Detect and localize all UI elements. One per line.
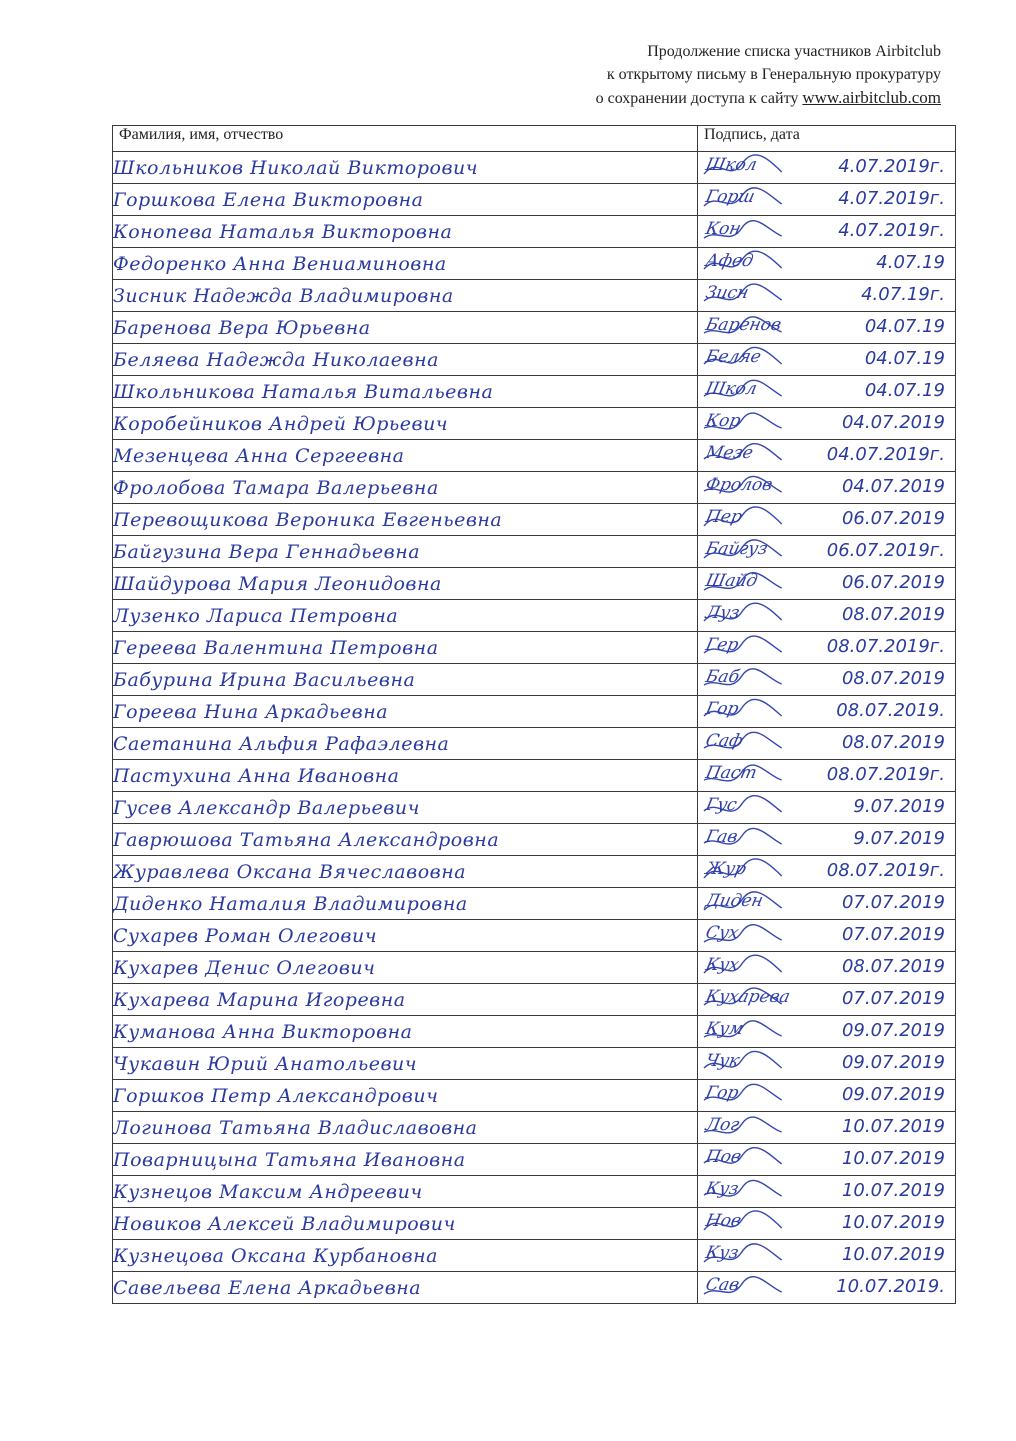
signature-date: 4.07.19г. (861, 284, 945, 305)
signature-date-cell (698, 1240, 956, 1272)
signature-text: Школ (703, 155, 759, 175)
document-header (596, 40, 941, 110)
signature-text: Школ (703, 379, 759, 399)
column-header-signature: Подпись, дата (698, 126, 956, 152)
participant-name: Гаврюшова Татьяна Александровна (113, 824, 698, 856)
signature-date: 06.07.2019 (841, 508, 945, 529)
table-row (113, 312, 956, 344)
participant-name: Беляева Надежда Николаевна (113, 344, 698, 376)
signature-date: 08.07.2019 (841, 668, 945, 689)
signature-date: 07.07.2019 (841, 924, 945, 945)
signature-text: Мезе (703, 443, 755, 463)
table-row (113, 248, 956, 280)
signature-text: Фролов (703, 475, 775, 495)
participant-name: Савельева Елена Аркадьевна (113, 1272, 698, 1304)
table-row (113, 376, 956, 408)
signature-date: 04.07.19 (864, 316, 945, 337)
signature-date: 09.07.2019 (841, 1020, 945, 1041)
table-row (113, 472, 956, 504)
signature-date: 04.07.2019 (841, 476, 945, 497)
signature-date: 08.07.2019г. (826, 636, 945, 657)
header-line-3 (596, 86, 941, 110)
signature-text: Кор (703, 411, 743, 431)
signature-date-cell (698, 1272, 956, 1304)
signature-date: 10.07.2019 (841, 1244, 945, 1265)
table-row (113, 920, 956, 952)
table-body (113, 152, 956, 1304)
signature-text: Кух (703, 955, 741, 975)
participant-name: Кузнецова Оксана Курбановна (113, 1240, 698, 1272)
participant-name: Гереева Валентина Петровна (113, 632, 698, 664)
signature-date: 07.07.2019 (841, 988, 945, 1009)
table-row (113, 1144, 956, 1176)
table-row (113, 664, 956, 696)
signature-date-cell (698, 184, 956, 216)
participant-name: Кухарев Денис Олегович (113, 952, 698, 984)
participant-name: Мезенцева Анна Сергеевна (113, 440, 698, 472)
participant-name: Кузнецов Максим Андреевич (113, 1176, 698, 1208)
participant-name: Конопева Наталья Викторовна (113, 216, 698, 248)
participant-name: Лузенко Лариса Петровна (113, 600, 698, 632)
signature-text: Сав (703, 1275, 742, 1295)
participant-name: Саетанина Альфия Рафаэлевна (113, 728, 698, 760)
signature-date: 08.07.2019 (841, 604, 945, 625)
participant-name: Новиков Алексей Владимирович (113, 1208, 698, 1240)
signature-date-cell (698, 984, 956, 1016)
header-line-2: к открытому письму в Генеральную прокуратуру (606, 66, 941, 83)
signature-text: Афед (703, 251, 756, 271)
signature-date-cell (698, 856, 956, 888)
signature-date: 08.07.2019. (836, 700, 945, 721)
participant-name: Журавлева Оксана Вячеславовна (113, 856, 698, 888)
signature-date: 10.07.2019. (836, 1276, 945, 1297)
signature-date: 10.07.2019 (841, 1116, 945, 1137)
participant-name: Школьникова Наталья Витальевна (113, 376, 698, 408)
table-row (113, 408, 956, 440)
signature-date-cell (698, 600, 956, 632)
signature-date-cell (698, 824, 956, 856)
participant-name: Перевощикова Вероника Евгеньевна (113, 504, 698, 536)
participant-name: Коробейников Андрей Юрьевич (113, 408, 698, 440)
table-header-row (113, 126, 956, 152)
signature-text: Баб (703, 667, 742, 687)
signature-date-cell (698, 1080, 956, 1112)
participants-table (112, 125, 956, 1304)
signature-text: Пов (703, 1147, 744, 1167)
signature-date-cell (698, 664, 956, 696)
signature-text: Нов (703, 1211, 744, 1231)
signature-text: Куз (703, 1179, 741, 1199)
header-line-1: Продолжение списка участников Airbitclub (647, 43, 941, 60)
column-header-name: Фамилия, имя, отчество (113, 126, 698, 152)
participant-name: Кухарева Марина Игоревна (113, 984, 698, 1016)
participant-name: Шайдурова Мария Леонидовна (113, 568, 698, 600)
signature-text: Сух (703, 923, 741, 943)
table-row (113, 984, 956, 1016)
table-row (113, 1016, 956, 1048)
header-line-3-prefix: о сохранении доступа к сайту (595, 90, 799, 107)
signature-date-cell (698, 216, 956, 248)
signature-date: 4.07.19 (876, 252, 945, 273)
signature-date: 04.07.19 (864, 348, 945, 369)
signature-text: Куз (703, 1243, 741, 1263)
table-row (113, 1208, 956, 1240)
signature-date-cell (698, 1208, 956, 1240)
participant-name: Бабурина Ирина Васильевна (113, 664, 698, 696)
table-row (113, 824, 956, 856)
signature-text: Гор (703, 1083, 741, 1103)
table-row (113, 1112, 956, 1144)
signature-text: Пер (703, 507, 744, 527)
signature-date-cell (698, 280, 956, 312)
table-row (113, 344, 956, 376)
signature-date-cell (698, 888, 956, 920)
participant-name: Гусев Александр Валерьевич (113, 792, 698, 824)
signature-text: Горш (703, 187, 757, 207)
signature-date: 09.07.2019 (841, 1052, 945, 1073)
signature-date-cell (698, 152, 956, 184)
table-row (113, 632, 956, 664)
table-row (113, 184, 956, 216)
signature-date: 4.07.2019г. (838, 156, 945, 177)
signature-date-cell (698, 1048, 956, 1080)
signature-text: Саф (703, 731, 745, 751)
signature-date: 08.07.2019 (841, 732, 945, 753)
signature-text: Байгуз (703, 539, 770, 559)
signature-date-cell (698, 1112, 956, 1144)
signature-date: 10.07.2019 (841, 1212, 945, 1233)
table-row (113, 1048, 956, 1080)
participant-name: Горшкова Елена Викторовна (113, 184, 698, 216)
signature-date-cell (698, 408, 956, 440)
signature-date-cell (698, 376, 956, 408)
signature-date-cell (698, 248, 956, 280)
table-row (113, 728, 956, 760)
signature-date-cell (698, 920, 956, 952)
signature-date-cell (698, 1144, 956, 1176)
signature-text: Кум (703, 1019, 746, 1039)
table-row (113, 696, 956, 728)
signature-date: 07.07.2019 (841, 892, 945, 913)
table-row (113, 152, 956, 184)
signature-date-cell (698, 1016, 956, 1048)
participant-name: Горшков Петр Александрович (113, 1080, 698, 1112)
signature-date: 10.07.2019 (841, 1180, 945, 1201)
signature-date: 9.07.2019 (853, 828, 945, 849)
table-row (113, 760, 956, 792)
signature-date: 10.07.2019 (841, 1148, 945, 1169)
signature-text: Кон (703, 219, 743, 239)
signature-text: Гус (703, 795, 739, 815)
participant-name: Федоренко Анна Вениаминовна (113, 248, 698, 280)
signature-text: Кухарева (703, 987, 792, 1007)
table-row (113, 280, 956, 312)
signature-date: 4.07.2019г. (838, 220, 945, 241)
signature-date-cell (698, 728, 956, 760)
signature-date-cell (698, 440, 956, 472)
table-row (113, 1080, 956, 1112)
signature-date-cell (698, 792, 956, 824)
participant-name: Зисник Надежда Владимировна (113, 280, 698, 312)
signature-date-cell (698, 568, 956, 600)
signature-date: 04.07.2019 (841, 412, 945, 433)
participant-name: Куманова Анна Викторовна (113, 1016, 698, 1048)
signature-text: Гор (703, 699, 741, 719)
table-row (113, 888, 956, 920)
signature-text: Паст (703, 763, 759, 783)
signature-date: 06.07.2019 (841, 572, 945, 593)
signature-text: Жур (703, 859, 748, 879)
signature-text: Чук (703, 1051, 742, 1071)
table-row (113, 1272, 956, 1304)
table-row (113, 216, 956, 248)
table-row (113, 952, 956, 984)
signature-text: Лог (703, 1115, 742, 1135)
signature-date-cell (698, 760, 956, 792)
signature-text: Зисн (703, 283, 751, 303)
table-row (113, 536, 956, 568)
signature-date-cell (698, 952, 956, 984)
signature-date-cell (698, 344, 956, 376)
signature-date: 4.07.2019г. (838, 188, 945, 209)
participant-name: Поварницына Татьяна Ивановна (113, 1144, 698, 1176)
participant-name: Фролобова Тамара Валерьевна (113, 472, 698, 504)
signature-text: Луз (703, 603, 742, 623)
signature-date: 04.07.2019г. (826, 444, 945, 465)
signature-date: 04.07.19 (864, 380, 945, 401)
participant-name: Чукавин Юрий Анатольевич (113, 1048, 698, 1080)
table-row (113, 856, 956, 888)
site-link[interactable]: www.airbitclub.com (802, 88, 941, 107)
signature-date: 9.07.2019 (853, 796, 945, 817)
table-row (113, 600, 956, 632)
signature-date-cell (698, 312, 956, 344)
signature-text: Диден (703, 891, 765, 911)
signature-text: Гер (703, 635, 741, 655)
signature-date: 09.07.2019 (841, 1084, 945, 1105)
participant-name: Гореева Нина Аркадьевна (113, 696, 698, 728)
table-row (113, 1176, 956, 1208)
signature-date-cell (698, 1176, 956, 1208)
signature-date: 08.07.2019г. (826, 860, 945, 881)
table-row (113, 440, 956, 472)
table-row (113, 792, 956, 824)
participant-name: Пастухина Анна Ивановна (113, 760, 698, 792)
table-row (113, 568, 956, 600)
signature-date: 08.07.2019 (841, 956, 945, 977)
signature-date-cell (698, 472, 956, 504)
signature-text: Гав (703, 827, 740, 847)
signature-date: 08.07.2019г. (826, 764, 945, 785)
signature-date-cell (698, 696, 956, 728)
signature-date-cell (698, 504, 956, 536)
participant-name: Сухарев Роман Олегович (113, 920, 698, 952)
participant-name: Школьников Николай Викторович (113, 152, 698, 184)
signature-text: Беляе (703, 347, 763, 367)
participant-name: Байгузина Вера Геннадьевна (113, 536, 698, 568)
participant-name: Логинова Татьяна Владиславовна (113, 1112, 698, 1144)
signature-date: 06.07.2019г. (826, 540, 945, 561)
table-row (113, 504, 956, 536)
participant-name: Диденко Наталия Владимировна (113, 888, 698, 920)
participant-name: Баренова Вера Юрьевна (113, 312, 698, 344)
signature-date-cell (698, 536, 956, 568)
signature-text: Шайд (703, 571, 760, 591)
signature-text: Баренов (703, 315, 784, 335)
signature-date-cell (698, 632, 956, 664)
table-row (113, 1240, 956, 1272)
